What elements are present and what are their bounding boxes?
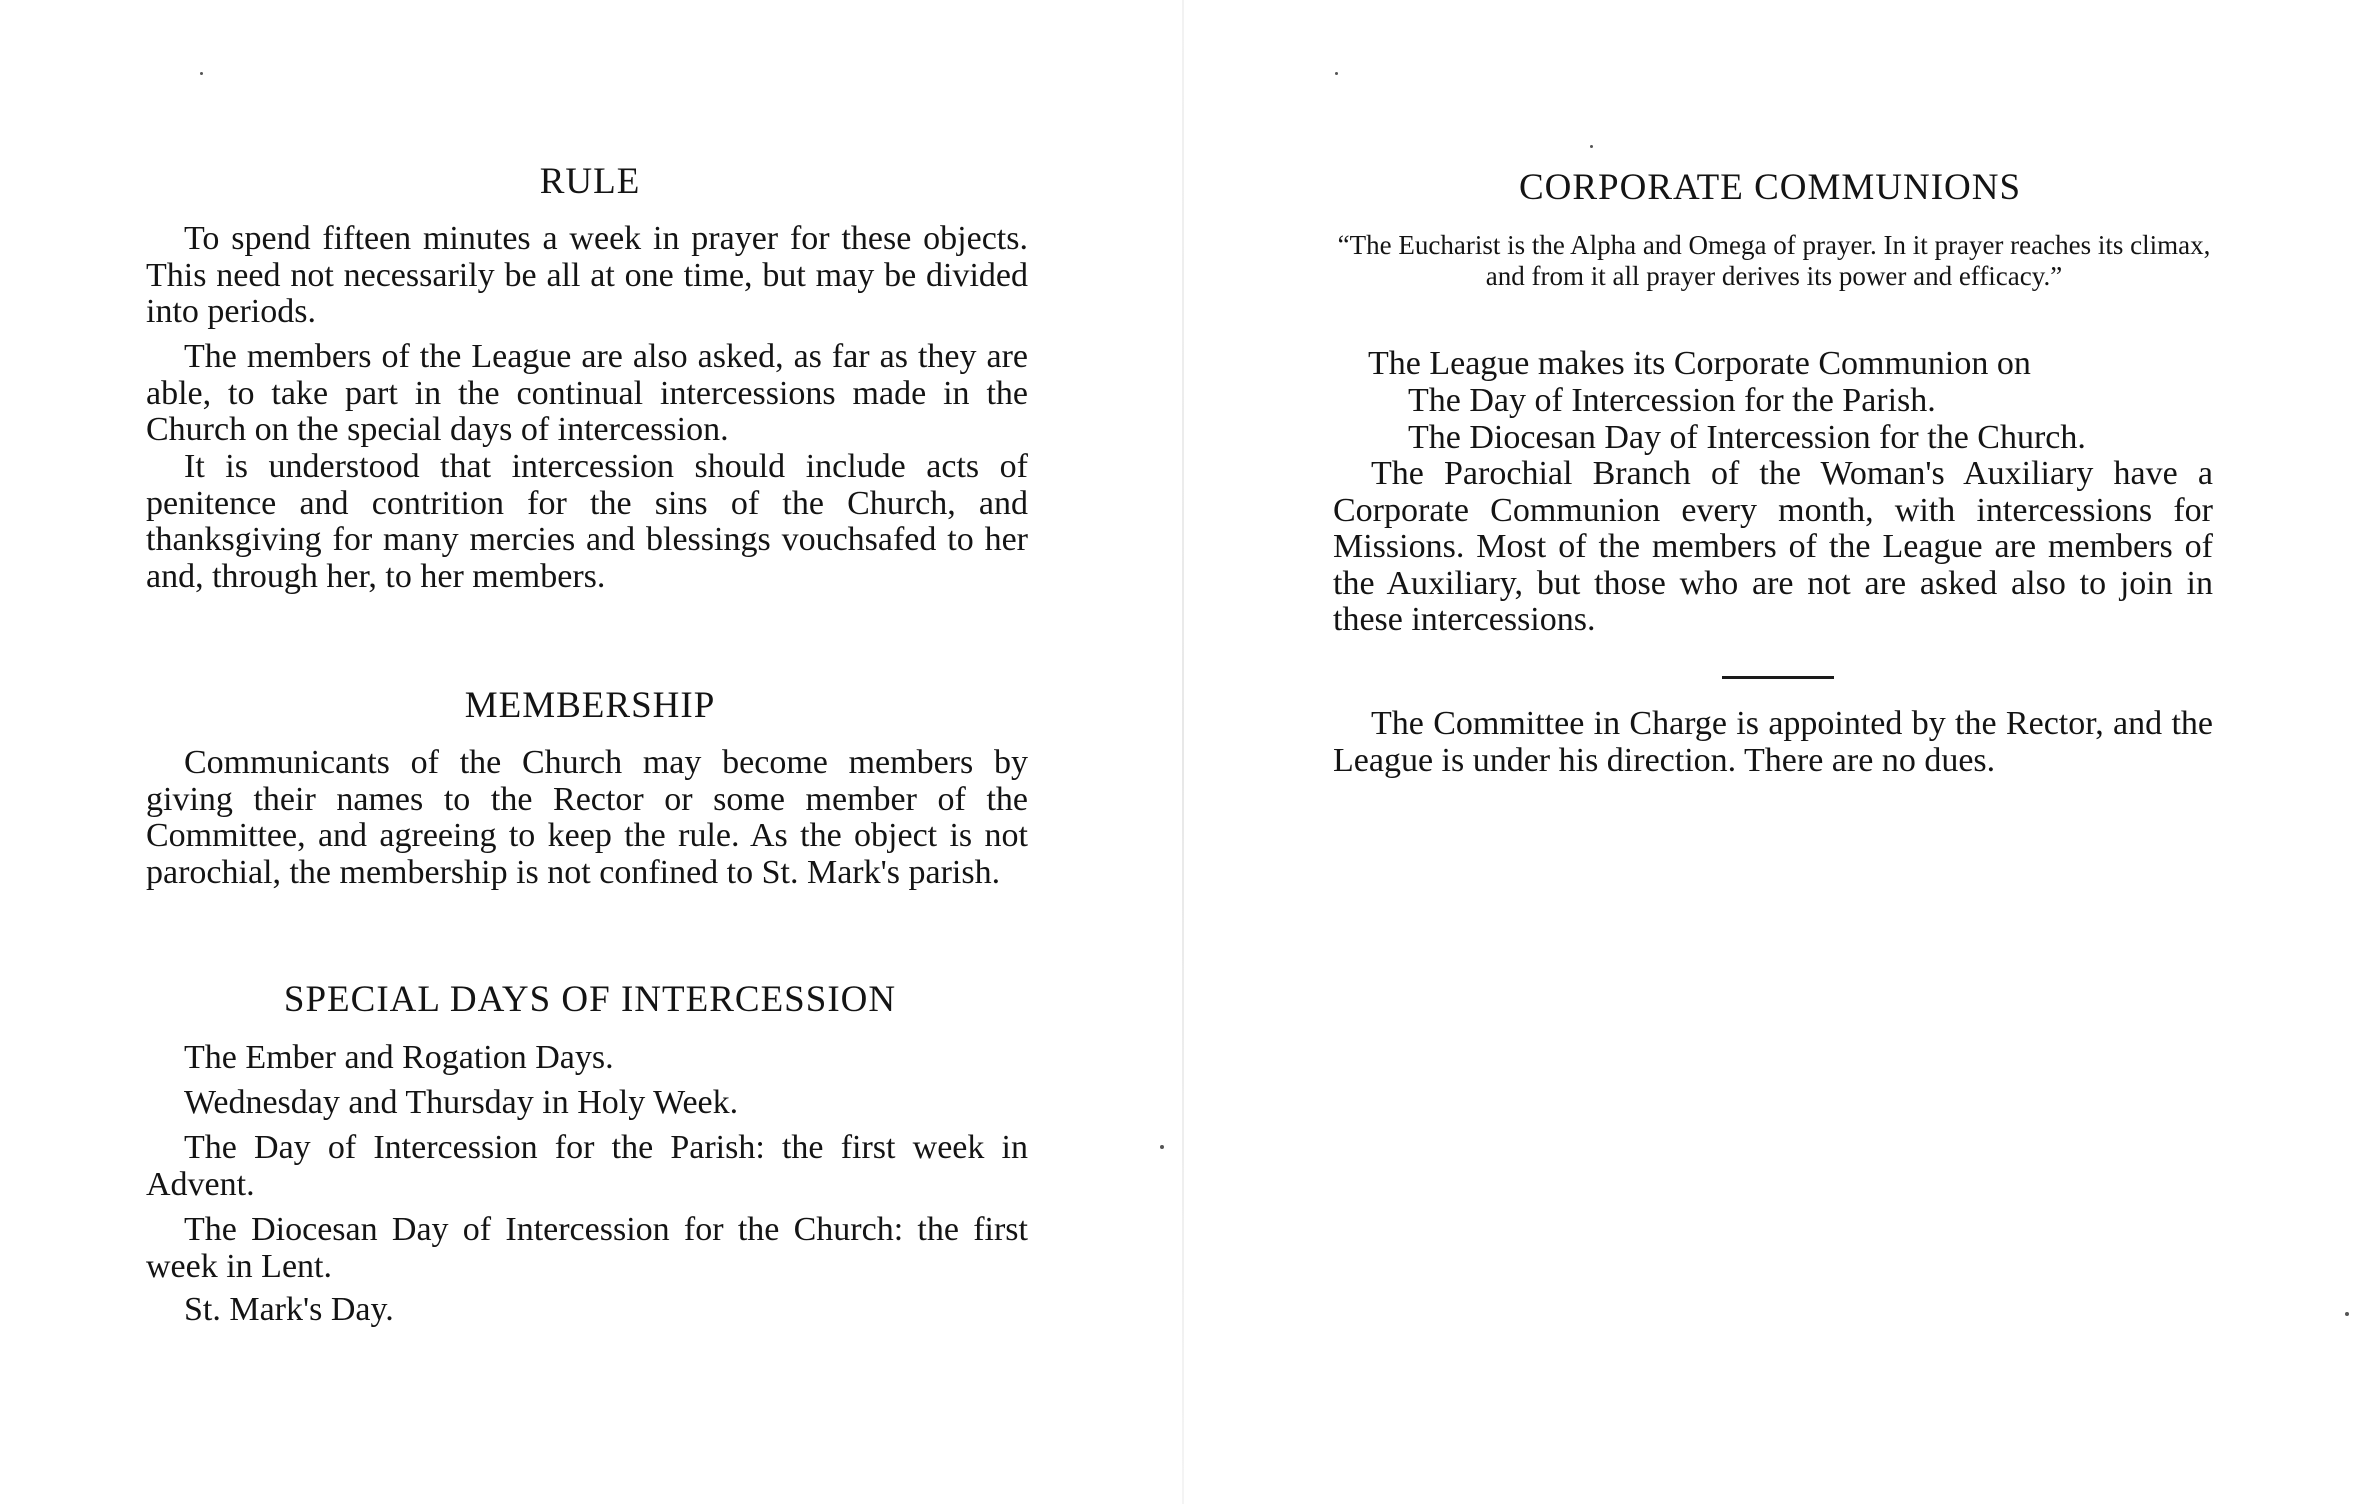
- scan-speck: [2345, 1312, 2349, 1316]
- rule-paragraph: To spend fifteen minutes a week in prayer for these objects. This need not necessarily be all at one time, but may be divided into periods.: [146, 220, 1028, 330]
- scan-speck: [1590, 145, 1593, 148]
- right-page: [1180, 0, 2368, 1504]
- communion-line: The Day of Intercession for the Parish.: [1408, 382, 1936, 419]
- special-day-item: Wednesday and Thursday in Holy Week.: [184, 1084, 739, 1121]
- communion-line: The Diocesan Day of Intercession for the Church.: [1408, 419, 2086, 456]
- section-divider: [1722, 676, 1834, 679]
- scan-speck: [200, 72, 203, 75]
- committee-paragraph: The Committee in Charge is appointed by the Rector, and the League is under his direction. There are no dues.: [1333, 705, 2213, 779]
- membership-paragraph: Communicants of the Church may become members by giving their names to the Rector or some member of the Committee, and agreeing to keep the rule. As the object is not parochial, the membership is not confined to St. Mark's parish.: [146, 744, 1028, 891]
- rule-paragraph: The members of the League are also asked, as far as they are able, to take part in the continual intercessions made in the Church on the special days of intercession.: [146, 338, 1028, 448]
- rule-heading: RULE: [539, 161, 641, 202]
- special-day-item: St. Mark's Day.: [184, 1291, 394, 1328]
- special-days-heading: SPECIAL DAYS OF INTERCESSION: [283, 979, 897, 1020]
- special-day-item: The Diocesan Day of Intercession for the Church: the first week in Lent.: [146, 1211, 1028, 1285]
- corporate-communions-heading: CORPORATE COMMUNIONS: [1518, 167, 2022, 208]
- special-day-item: The Day of Intercession for the Parish: the first week in Advent.: [146, 1129, 1028, 1203]
- membership-heading: MEMBERSHIP: [464, 685, 716, 726]
- communion-line: The League makes its Corporate Communion on: [1368, 345, 2031, 382]
- special-day-item: The Ember and Rogation Days.: [184, 1039, 614, 1076]
- scan-speck: [1160, 1145, 1164, 1149]
- left-page: [0, 0, 1180, 1504]
- eucharist-quote: “The Eucharist is the Alpha and Omega of prayer. In it prayer reaches its climax, and from it all prayer derives its power and efficacy.”: [1337, 230, 2211, 291]
- scan-speck: [1335, 72, 1338, 75]
- auxiliary-paragraph: The Parochial Branch of the Woman's Auxiliary have a Corporate Communion every month, with intercessions for Missions. Most of the members of the League are members of the Auxiliary, but those who are not are asked also to join in these intercessions.: [1333, 455, 2213, 638]
- rule-paragraph: It is understood that intercession should include acts of penitence and contrition for the sins of the Church, and thanksgiving for many mercies and blessings vouchsafed to her and, through her, to her members.: [146, 448, 1028, 595]
